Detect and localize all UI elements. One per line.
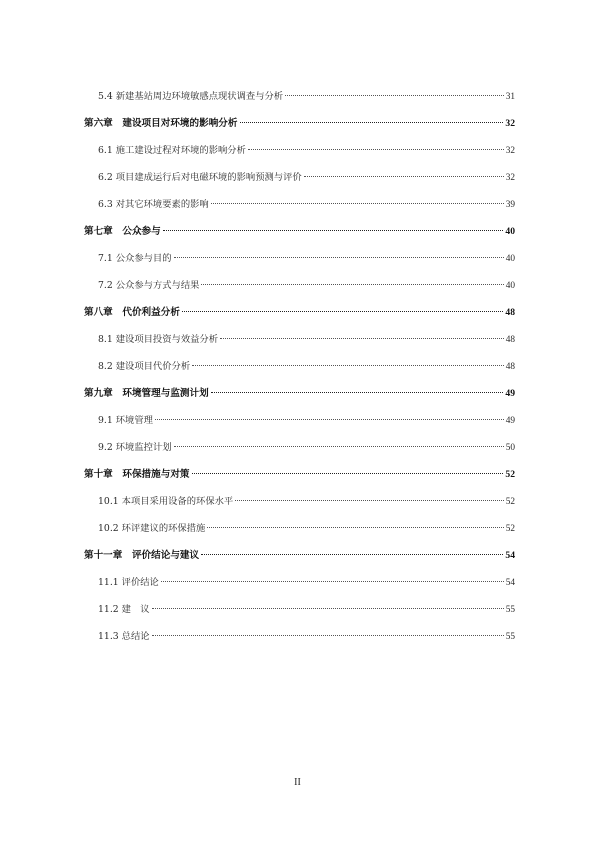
- toc-dot-leader: [248, 149, 504, 150]
- toc-dot-leader: [211, 203, 504, 204]
- toc-page-number: 50: [505, 443, 515, 453]
- toc-entry-label: 9.2 环境监控计划: [98, 442, 172, 453]
- toc-chapter-entry[interactable]: [84, 223, 515, 250]
- toc-section-entry[interactable]: [84, 628, 515, 655]
- toc-dot-leader: [174, 257, 504, 258]
- toc-dot-leader: [235, 500, 503, 501]
- toc-section-entry[interactable]: [84, 196, 515, 223]
- toc-section-entry[interactable]: [84, 88, 515, 115]
- toc-entry-label: 11.2 建 议: [98, 604, 150, 615]
- toc-dot-leader: [201, 284, 503, 285]
- toc-chapter-entry[interactable]: [84, 547, 515, 574]
- toc-entry-label: 5.4 新建基站周边环境敏感点现状调查与分析: [98, 91, 284, 102]
- toc-dot-leader: [155, 419, 504, 420]
- toc-section-entry[interactable]: [84, 331, 515, 358]
- toc-dot-leader: [152, 608, 504, 609]
- toc-chapter-entry[interactable]: [84, 466, 515, 493]
- toc-dot-leader: [174, 446, 504, 447]
- toc-dot-leader: [192, 365, 504, 366]
- toc-entry-label: 第九章 环境管理与监测计划: [84, 388, 209, 399]
- toc-section-entry[interactable]: [84, 574, 515, 601]
- toc-section-entry[interactable]: [84, 493, 515, 520]
- toc-page-number: 32: [505, 173, 515, 183]
- toc-page-number: 52: [505, 524, 515, 534]
- toc-dot-leader: [207, 527, 503, 528]
- toc-section-entry[interactable]: [84, 277, 515, 304]
- toc-section-entry[interactable]: [84, 520, 515, 547]
- toc-dot-leader: [220, 338, 504, 339]
- toc-page-number: 40: [505, 281, 515, 291]
- toc-entry-label: 第十章 环保措施与对策: [84, 469, 190, 480]
- toc-page-number: 49: [505, 416, 515, 426]
- toc-entry-label: 6.2 项目建成运行后对电磁环境的影响预测与评价: [98, 172, 302, 183]
- toc-section-entry[interactable]: [84, 601, 515, 628]
- toc-section-entry[interactable]: [84, 358, 515, 385]
- toc-page-number: 39: [505, 200, 515, 210]
- toc-section-entry[interactable]: [84, 169, 515, 196]
- toc-entry-label: 11.3 总结论: [98, 631, 150, 642]
- toc-entry-label: 8.2 建设项目代价分析: [98, 361, 191, 372]
- toc-page-number: 48: [505, 362, 515, 372]
- toc-page-number: 32: [505, 118, 515, 129]
- toc-section-entry[interactable]: [84, 439, 515, 466]
- toc-entry-label: 第六章 建设项目对环境的影响分析: [84, 118, 238, 129]
- toc-page-number: 55: [505, 632, 515, 642]
- toc-page-number: 54: [505, 550, 515, 561]
- toc-entry-label: 8.1 建设项目投资与效益分析: [98, 334, 219, 345]
- toc-entry-label: 第十一章 评价结论与建议: [84, 550, 200, 561]
- toc-dot-leader: [240, 122, 504, 123]
- toc-page-number: 48: [505, 307, 515, 318]
- toc-dot-leader: [211, 392, 504, 393]
- table-of-contents: [84, 88, 515, 655]
- toc-entry-label: 7.1 公众参与目的: [98, 253, 172, 264]
- toc-dot-leader: [152, 635, 504, 636]
- toc-chapter-entry[interactable]: [84, 115, 515, 142]
- toc-chapter-entry[interactable]: [84, 385, 515, 412]
- toc-entry-label: 第七章 公众参与: [84, 226, 161, 237]
- toc-page-number: 40: [505, 226, 515, 237]
- toc-entry-label: 7.2 公众参与方式与结果: [98, 280, 200, 291]
- toc-entry-label: 10.2 环评建议的环保措施: [98, 523, 206, 534]
- toc-dot-leader: [285, 95, 504, 96]
- toc-page-number: 49: [505, 388, 515, 399]
- toc-entry-label: 11.1 评价结论: [98, 577, 159, 588]
- toc-page-number: 55: [505, 605, 515, 615]
- toc-entry-label: 6.1 施工建设过程对环境的影响分析: [98, 145, 246, 156]
- toc-section-entry[interactable]: [84, 142, 515, 169]
- toc-page-number: 48: [505, 335, 515, 345]
- toc-dot-leader: [192, 473, 504, 474]
- toc-entry-label: 9.1 环境管理: [98, 415, 153, 426]
- toc-dot-leader: [201, 554, 503, 555]
- toc-page-number: 31: [505, 92, 515, 102]
- toc-page-number: 52: [505, 497, 515, 507]
- toc-section-entry[interactable]: [84, 412, 515, 439]
- toc-page-number: 54: [505, 578, 515, 588]
- toc-chapter-entry[interactable]: [84, 304, 515, 331]
- toc-entry-label: 10.1 本项目采用设备的环保水平: [98, 496, 234, 507]
- toc-page-number: 52: [505, 469, 515, 480]
- toc-dot-leader: [304, 176, 504, 177]
- toc-entry-label: 6.3 对其它环境要素的影响: [98, 199, 209, 210]
- toc-section-entry[interactable]: [84, 250, 515, 277]
- toc-dot-leader: [182, 311, 503, 312]
- toc-page-number: 32: [505, 146, 515, 156]
- page-number: II: [294, 777, 301, 788]
- toc-dot-leader: [161, 581, 504, 582]
- toc-dot-leader: [163, 230, 504, 231]
- toc-page-number: 40: [505, 254, 515, 264]
- toc-entry-label: 第八章 代价利益分析: [84, 307, 180, 318]
